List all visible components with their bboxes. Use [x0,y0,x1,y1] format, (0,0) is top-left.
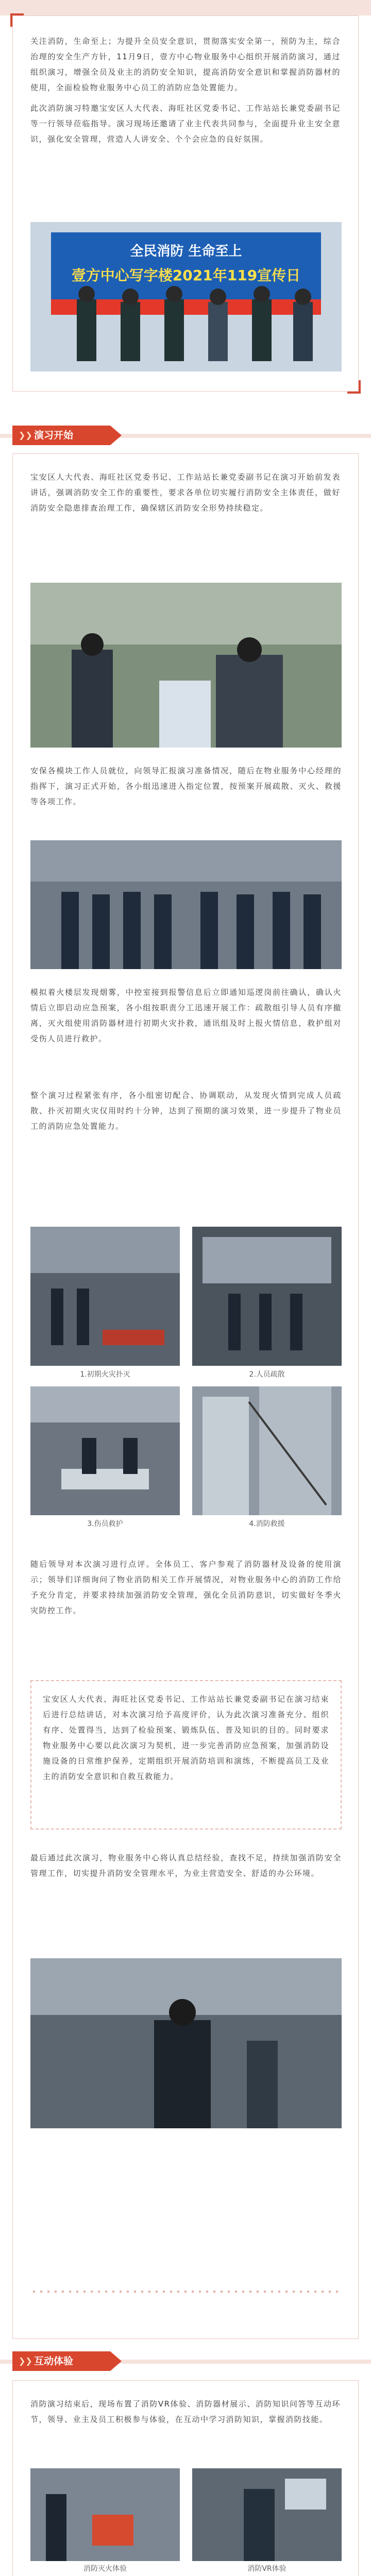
grid-caption-1: 1.初期火灾扑灭 [80,1370,130,1379]
drill-paragraph-2: 安保各模块工作人员就位，向领导汇报演习准备情况，随后在物业服务中心经理的指挥下，演习正式开始，各小组迅速进入指定位置，按预案开展疏散、灭火、救援等各项工作。 [30,766,342,806]
drill-paragraph-1: 宝安区人大代表、海旺社区党委书记、工作站站长兼党委副书记在演习开始前发表讲话，强调消防安全工作的重要性，要求各单位切实履行消防安全主体责任，做好消防安全隐患排查治理工作，确保辖区消防安全形势持续稳定。 [30,472,341,513]
section-drill-card [12,453,359,2339]
summary-speech-box [30,1680,342,1829]
chevron-icon: ❯❯ [19,430,32,440]
chevron-icon: ❯❯ [19,2356,32,2366]
grid-caption-2: 2.人员疏散 [249,1370,285,1379]
leader-speech-photo [30,583,342,748]
section-interactive-card [12,2380,359,2576]
intro-paragraph: 关注消防，生命至上；为提升全员安全意识，贯彻落实安全第一，预防为主，综合治理的安全生产方针，11月9日，壹方中心物业服务中心组织开展消防演习，通过组织演习，增强全员及业主的消防安全知识，提高消防安全意识和掌握消防器材的使用，全面检验物业服务中心员工的消防应急处置能力。 [30,37,341,92]
grid-photo-fire-rescue [192,1386,342,1515]
section-title: 演习开始 [34,430,74,441]
grid-caption-3: 3.伤员救护 [87,1520,123,1528]
opening-ceremony-photo [30,222,342,371]
top-decoration [0,0,371,15]
grid2-photo-2 [192,2468,342,2561]
team-briefing-photo [30,840,342,969]
grid-photo-initial-fire [30,1227,180,1366]
grid-photo-first-aid [30,1386,180,1515]
grid2-caption-1: 消防灭火体验 [83,2565,127,2573]
section-title: 互动体验 [34,2355,74,2367]
grid2-caption-2: 消防VR体验 [247,2565,286,2573]
grid-photo-evacuation [192,1227,342,1366]
section-tag-drill-start [12,426,110,445]
banner-subtitle: 壹方中心写字楼2021年119宣传日 [71,267,301,284]
grid-caption-4: 4.消防救援 [249,1520,285,1528]
drill-paragraph-5: 随后领导对本次演习进行点评。全体员工、客户参观了消防器材及设备的使用演示；领导们详细询问了物业消防相关工作开展情况，对物业服务中心的消防工作给予充分肯定，并要求持续加强消防安全管理，强化全员消防意识，切实做好冬季火灾防控工作。 [30,1560,342,1615]
drill-paragraph-7: 最后通过此次演习，物业服务中心将认真总结经验，查找不足，持续加强消防安全管理工作，切实提升消防安全管理水平，为业主营造安全、舒适的办公环境。 [30,1853,342,1878]
drill-paragraph-6: 宝安区人大代表、海旺社区党委书记、工作站站长兼党委副书记在演习结束后进行总结讲话，对本次演习给予高度评价，认为此次演习准备充分、组织有序、处置得当，达到了检验预案、锻炼队伍、普及知识的目的。同时要求物业服务中心要以此次演习为契机，进一步完善消防应急预案，加强消防设施设备的日常维护保养，定期组织开展消防培训和演练，不断提高员工及业主的消防安全意识和自救互救能力。 [43,1694,329,1781]
drill-paragraph-4: 整个演习过程紧张有序，各小组密切配合、协调联动，从发现火情到完成人员疏散、扑灭初期火灾仅用时约十分钟，达到了预期的演习效果，进一步提升了物业员工的消防应急处置能力。 [30,1091,342,1131]
interactive-paragraph-1: 消防演习结束后，现场布置了消防VR体验、消防器材展示、消防知识问答等互动环节，领导、业主及员工积极参与体验，在互动中学习消防知识，掌握消防技能。 [30,2399,341,2424]
grid2-photo-1 [30,2468,180,2561]
banner-title: 全民消防 生命至上 [130,244,242,259]
intro-paragraph-2: 此次消防演习特邀宝安区人大代表、海旺社区党委书记、工作站站长兼党委副书记等一行领导莅临指导。演习现场还邀请了业主代表共同参与，全面提升业主安全意识，强化安全管理，营造人人讲安全、个个会应急的良好氛围。 [30,104,341,144]
summary-speech-photo [30,1958,342,2128]
section-tag-interactive [12,2351,110,2371]
dots-decoration [30,2288,342,2295]
drill-paragraph-3: 模拟着火楼层发现烟雾，中控室接到报警信息后立即通知巡逻岗前往确认，确认火情后立即启动应急预案，各小组按职责分工迅速开展工作：疏散组引导人员有序撤离，灭火组使用消防器材进行初期火灾扑救，通讯组及时上报火情信息，救护组对受伤人员进行救护。 [30,988,342,1043]
intro-card [12,15,359,392]
